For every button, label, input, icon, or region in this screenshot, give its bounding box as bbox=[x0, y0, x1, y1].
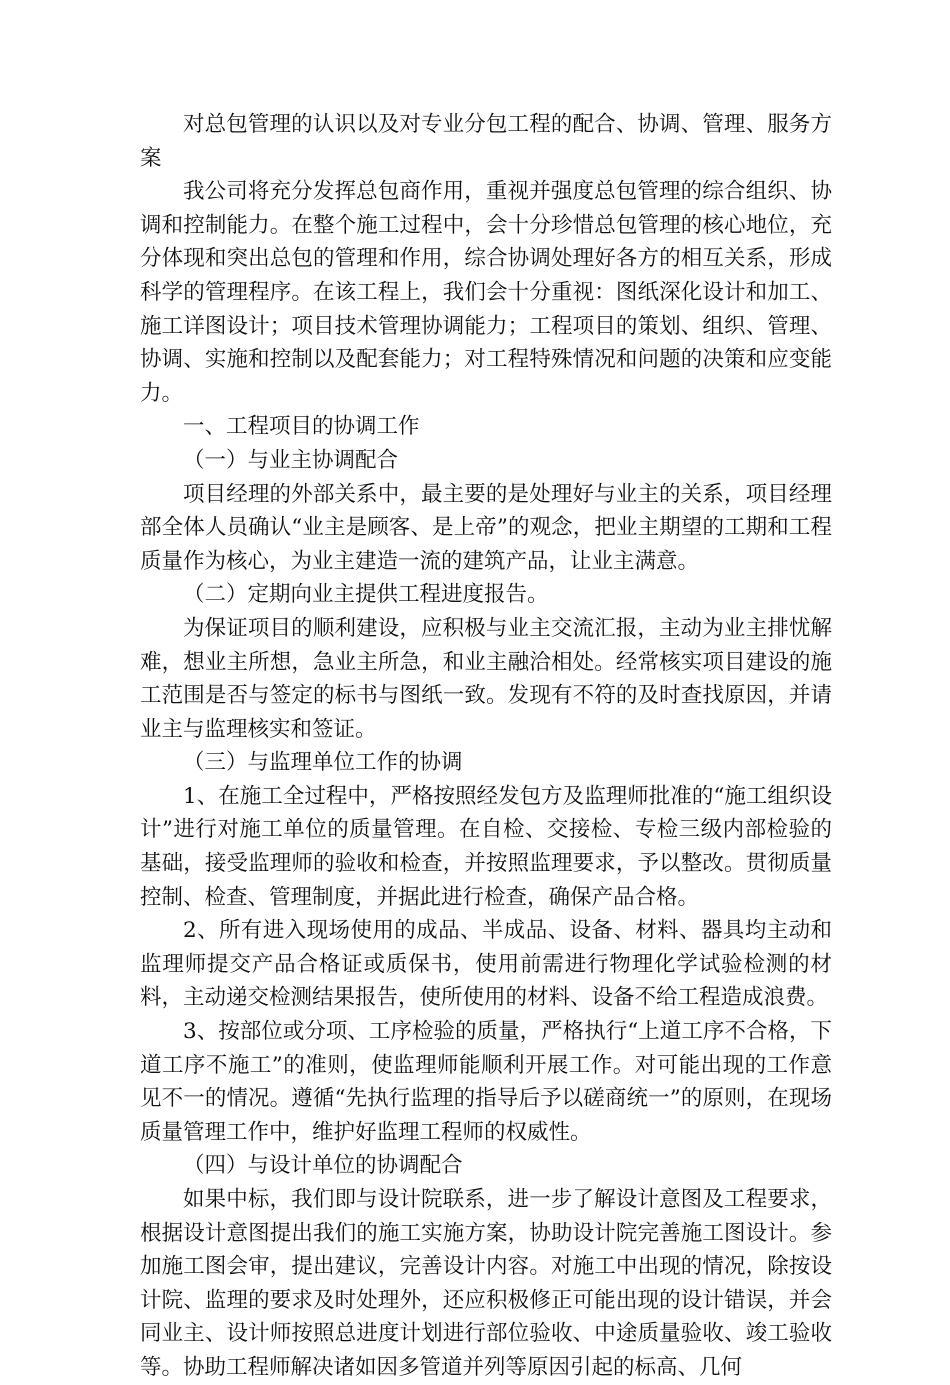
list-item-paragraph: 1、在施工全过程中，严格按照经发包方及监理师批准的“施工组织设计”进行对施工单位的质量管理。在自检、交接检、专检三级内部检验的基础，接受监理师的验收和检查，并按照监理要求，予以整改。贯彻质量控制、检查、管理制度，并据此进行检查，确保产品合格。 bbox=[140, 783, 832, 910]
subsection-heading-3: （三）与监理单位工作的协调 bbox=[183, 750, 463, 776]
subsection-heading-2: （二）定期向业主提供工程进度报告。 bbox=[183, 582, 549, 608]
document-body bbox=[140, 108, 832, 1385]
section-heading-1: 一、工程项目的协调工作 bbox=[183, 414, 420, 440]
list-item-paragraph: 2、所有进入现场使用的成品、半成品、设备、材料、器具均主动和监理师提交产品合格证或质保书，使用前需进行物理化学试验检测的材料，主动递交检测结果报告，使所使用的材料、设备不给工程造成浪费。 bbox=[140, 918, 832, 1011]
intro-paragraph: 我公司将充分发挥总包商作用，重视并强度总包管理的综合组织、协调和控制能力。在整个施工过程中，会十分珍惜总包管理的核心地位，充分体现和突出总包的管理和作用，综合协调处理好各方的相互关系，形成科学的管理程序。在该工程上，我们会十分重视：图纸深化设计和加工、施工详图设计；项目技术管理协调能力；工程项目的策划、组织、管理、协调、实施和控制以及配套能力；对工程特殊情况和问题的决策和应变能力。 bbox=[140, 179, 832, 406]
body-paragraph: 为保证项目的顺利建设，应积极与业主交流汇报，主动为业主排忧解难，想业主所想，急业主所急，和业主融洽相处。经常核实项目建设的施工范围是否与签定的标书与图纸一致。发现有不符的及时查找原因，并请业主与监理核实和签证。 bbox=[140, 615, 832, 742]
list-item-paragraph: 3、按部位或分项、工序检验的质量，严格执行“上道工序不合格，下道工序不施工”的准则，使监理师能顺利开展工作。对可能出现的工作意见不一的情况。遵循“先执行监理的指导后予以磋商统一”的原则，在现场质量管理工作中，维护好监理工程师的权威性。 bbox=[140, 1019, 832, 1145]
subsection-heading-4: （四）与设计单位的协调配合 bbox=[183, 1153, 463, 1179]
document-title: 对总包管理的认识以及对专业分包工程的配合、协调、管理、服务方案 bbox=[140, 112, 832, 171]
body-paragraph: 如果中标，我们即与设计院联系，进一步了解设计意图及工程要求，根据设计意图提出我们的施工实施方案，协助设计院完善施工图设计。参加施工图会审，提出建议，完善设计内容。对施工中出现的情况，除按设计院、监理的要求及时处理外，还应积极修正可能出现的设计错误，并会同业主、设计师按照总进度计划进行部位验收、中途质量验收、竣工验收等。协助工程师解决诸如因多管道并列等原因引起的标高、几何 bbox=[140, 1187, 832, 1380]
body-paragraph: 项目经理的外部关系中，最主要的是处理好与业主的关系，项目经理部全体人员确认“业主是顾客、是上帝”的观念，把业主期望的工期和工程质量作为核心，为业主建造一流的建筑产品，让业主满意。 bbox=[140, 481, 832, 574]
subsection-heading-1: （一）与业主协调配合 bbox=[183, 447, 399, 473]
